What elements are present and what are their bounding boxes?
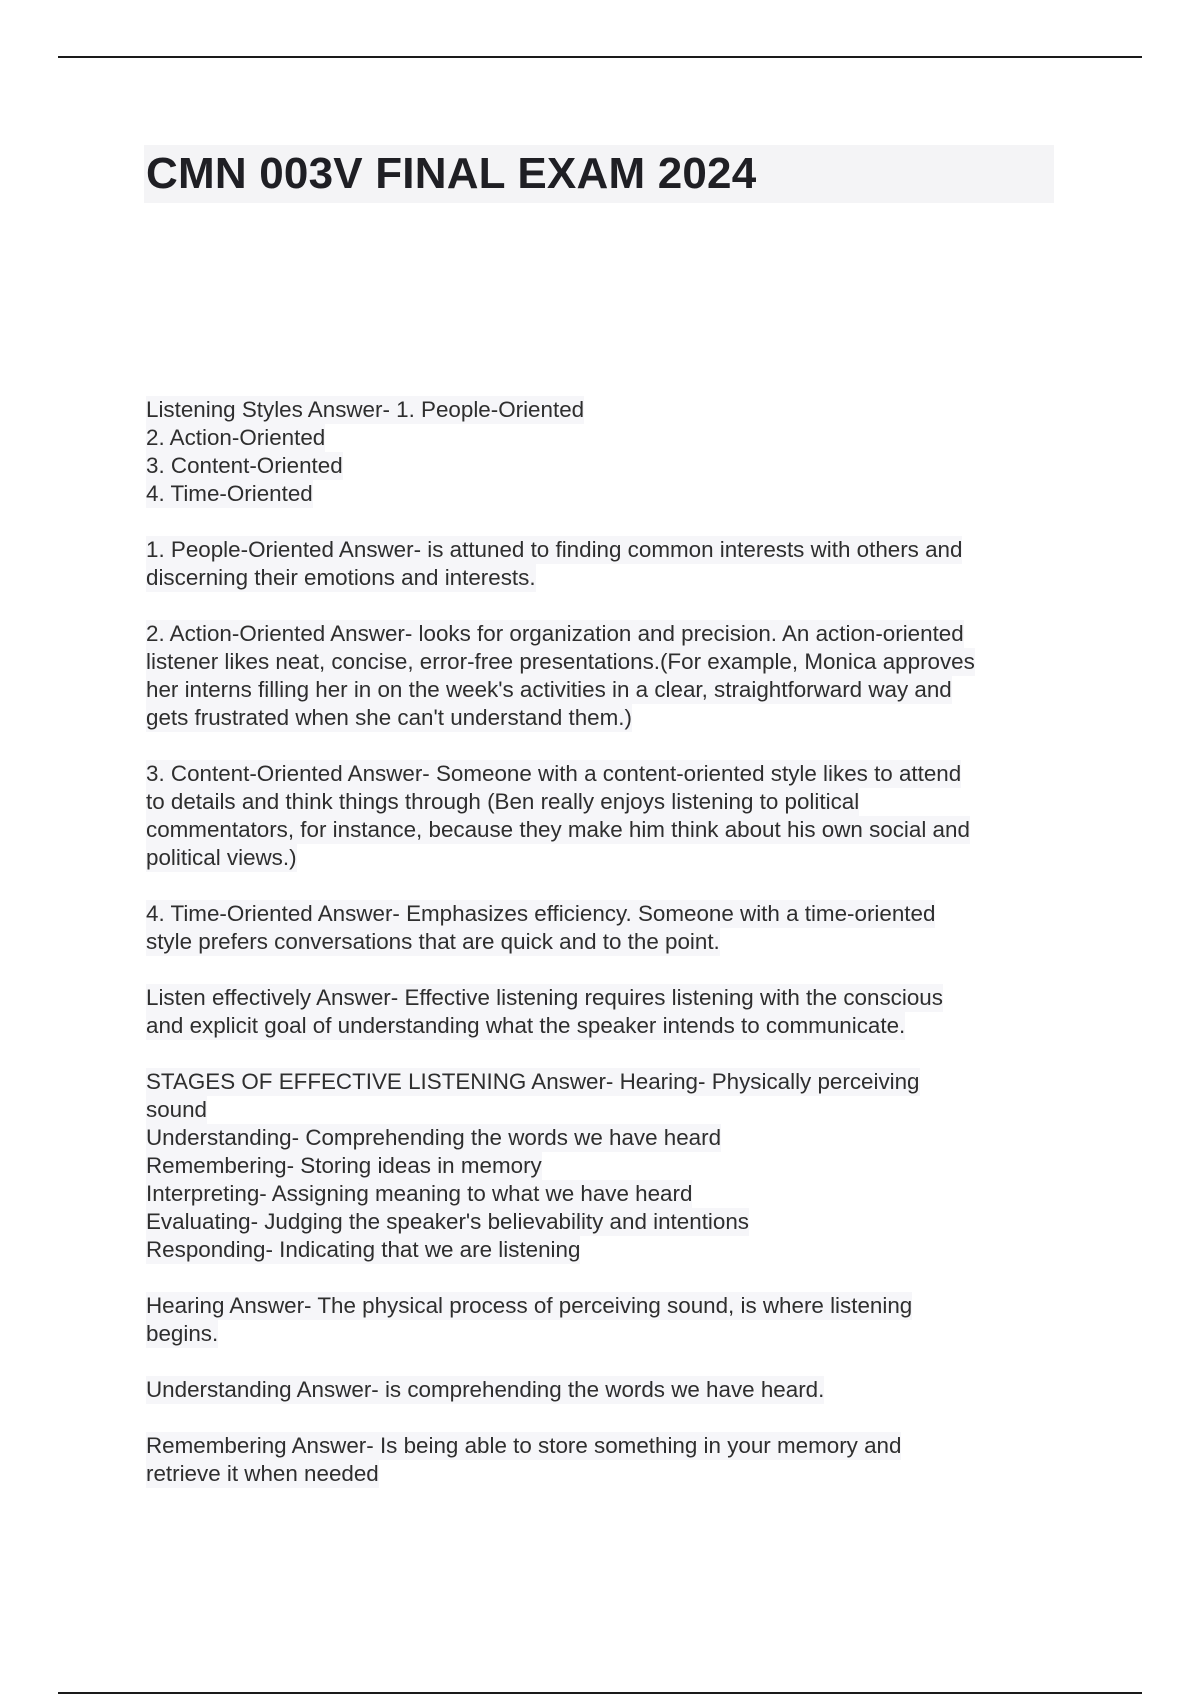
qa-block-action-oriented bbox=[146, 620, 1046, 732]
text-line: Responding- Indicating that we are listening bbox=[146, 1237, 581, 1262]
text-line: Evaluating- Judging the speaker's believability and intentions bbox=[146, 1209, 749, 1234]
text-line: Remembering Answer- Is being able to store something in your memory and bbox=[146, 1433, 902, 1458]
bottom-rule bbox=[58, 1692, 1142, 1694]
text-line: STAGES OF EFFECTIVE LISTENING Answer- Hearing- Physically perceiving bbox=[146, 1069, 920, 1094]
text-line: Listening Styles Answer- 1. People-Oriented bbox=[146, 397, 585, 422]
qa-block-time-oriented bbox=[146, 900, 1046, 956]
text-line: listener likes neat, concise, error-free presentations.(For example, Monica approves bbox=[146, 649, 975, 674]
text-line: 1. People-Oriented Answer- is attuned to finding common interests with others and bbox=[146, 537, 963, 562]
qa-block-listening-styles bbox=[146, 396, 1046, 508]
qa-block-stages bbox=[146, 1068, 1046, 1264]
text-line: Interpreting- Assigning meaning to what we have heard bbox=[146, 1181, 693, 1206]
text-line: discerning their emotions and interests. bbox=[146, 565, 536, 590]
qa-block-remembering bbox=[146, 1432, 1046, 1488]
qa-block-listen-effectively bbox=[146, 984, 1046, 1040]
top-rule bbox=[58, 56, 1142, 58]
text-line: 2. Action-Oriented Answer- looks for organization and precision. An action-oriented bbox=[146, 621, 964, 646]
text-line: retrieve it when needed bbox=[146, 1461, 379, 1486]
text-line: Listen effectively Answer- Effective listening requires listening with the conscious bbox=[146, 985, 943, 1010]
text-line: gets frustrated when she can't understand them.) bbox=[146, 705, 632, 730]
qa-block-content-oriented bbox=[146, 760, 1046, 872]
qa-block-understanding bbox=[146, 1376, 1046, 1404]
text-line: 3. Content-Oriented Answer- Someone with a content-oriented style likes to attend bbox=[146, 761, 962, 786]
text-line: her interns filling her in on the week's activities in a clear, straightforward way and bbox=[146, 677, 952, 702]
qa-block-people-oriented bbox=[146, 536, 1046, 592]
text-line: to details and think things through (Ben really enjoys listening to political bbox=[146, 789, 860, 814]
text-line: 2. Action-Oriented bbox=[146, 425, 326, 450]
text-line: political views.) bbox=[146, 845, 297, 870]
text-line: 4. Time-Oriented bbox=[146, 481, 313, 506]
text-line: commentators, for instance, because they make him think about his own social and bbox=[146, 817, 970, 842]
text-line: Understanding Answer- is comprehending the words we have heard. bbox=[146, 1377, 825, 1402]
text-line: 3. Content-Oriented bbox=[146, 453, 343, 478]
text-line: and explicit goal of understanding what the speaker intends to communicate. bbox=[146, 1013, 906, 1038]
text-line: Hearing Answer- The physical process of perceiving sound, is where listening bbox=[146, 1293, 913, 1318]
text-line: sound bbox=[146, 1097, 208, 1122]
text-line: 4. Time-Oriented Answer- Emphasizes efficiency. Someone with a time-oriented bbox=[146, 901, 936, 926]
text-line: Understanding- Comprehending the words we have heard bbox=[146, 1125, 722, 1150]
qa-block-hearing bbox=[146, 1292, 1046, 1348]
page-title: CMN 003V FINAL EXAM 2024 bbox=[146, 149, 757, 198]
document-body bbox=[146, 396, 1046, 1516]
text-line: Remembering- Storing ideas in memory bbox=[146, 1153, 542, 1178]
text-line: style prefers conversations that are quick and to the point. bbox=[146, 929, 720, 954]
text-line: begins. bbox=[146, 1321, 219, 1346]
